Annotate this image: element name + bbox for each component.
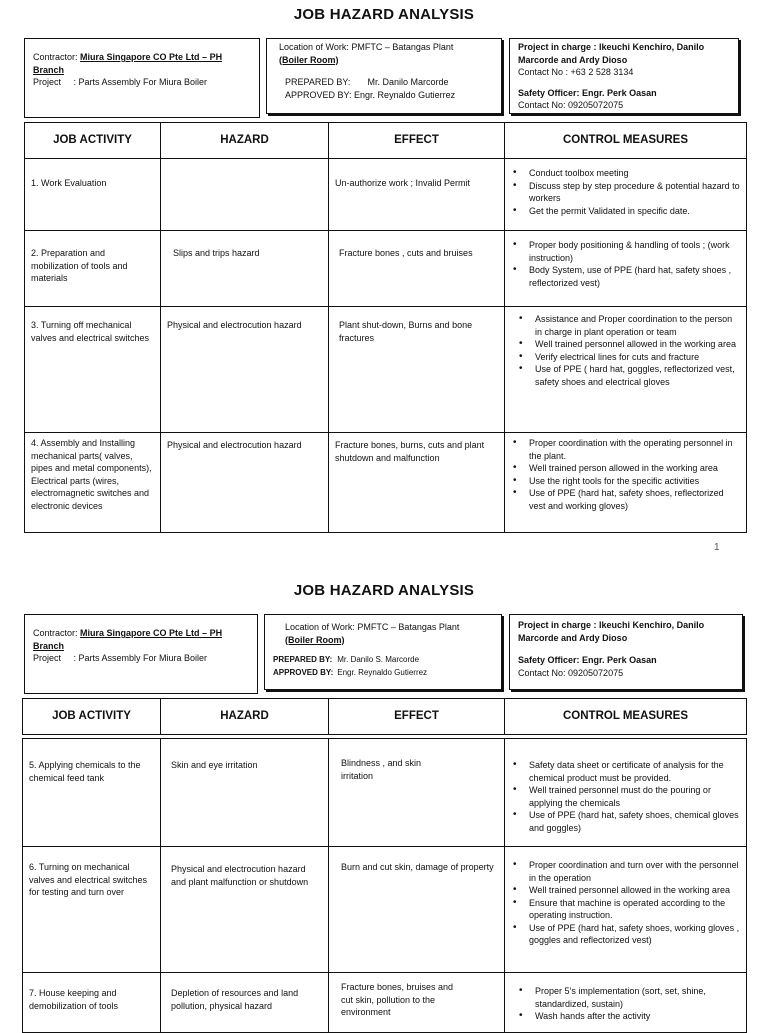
contractor-box <box>24 614 258 694</box>
header-hazard: HAZARD <box>161 123 329 159</box>
project-label: Project <box>33 653 62 663</box>
activity-cell: 4. Assembly and Installing mechanical parts( valves, pipes and metal components), Electrical parts (wires, electromagnetic switches and electronic devices <box>25 433 161 533</box>
control-item: • Well trained personnel must do the pouring or applying the chemicals <box>525 784 740 809</box>
prepared-label: PREPARED BY: <box>273 655 333 664</box>
hazard-cell: Physical and electrocution hazard <box>161 307 329 433</box>
approved-value: Engr. Reynaldo Gutierrez <box>337 667 428 677</box>
header-job-activity: JOB ACTIVITY <box>25 123 161 159</box>
safety-value: Engr. Perk Oasan <box>582 87 657 98</box>
control-item: • Discuss step by step procedure & potential hazard to workers <box>525 180 740 205</box>
activity-cell: 5. Applying chemicals to the chemical feed tank <box>23 739 161 847</box>
project-value: : Parts Assembly For Miura Boiler <box>73 77 208 87</box>
safety-contact: Contact No: 09205072075 <box>518 100 624 110</box>
incharge-value: Ikeuchi Kenchiro, Danilo Marcorde and Ardy Dioso <box>518 620 705 643</box>
effect-cell: Plant shut-down, Burns and bone fractures <box>329 307 505 433</box>
control-item: • Safety data sheet or certificate of analysis for the chemical product must be provided. <box>525 759 740 784</box>
control-item: • Use the right tools for the specific activities <box>525 475 740 488</box>
header-control-measures: CONTROL MEASURES <box>505 699 747 735</box>
location-box <box>264 614 502 690</box>
hazard-cell: Skin and eye irritation <box>161 739 329 847</box>
approved-label: APPROVED BY: <box>285 89 352 100</box>
control-item: • Well trained person allowed in the working area <box>525 462 740 475</box>
control-item: • Use of PPE (hard hat, safety shoes, reflectorized vest and working gloves) <box>525 487 740 512</box>
controls-cell <box>505 847 747 973</box>
prepared-value: Mr. Danilo S. Marcorde <box>337 655 420 664</box>
contact-value: +63 2 528 3134 <box>570 67 634 77</box>
location-value: PMFTC – Batangas Plant <box>357 622 460 632</box>
prepared-label: PREPARED BY: <box>285 77 351 87</box>
header-hazard: HAZARD <box>161 699 329 735</box>
page-title: JOB HAZARD ANALYSIS <box>293 6 475 23</box>
contractor-label: Contractor: <box>33 52 78 62</box>
hazard-cell: Depletion of resources and land pollution, physical hazard <box>161 973 329 1033</box>
location-sub: (Boiler Room) <box>279 54 339 65</box>
safety-contact: Contact No: 09205072075 <box>518 667 624 678</box>
prepared-line <box>273 654 493 667</box>
effect-cell: Fracture bones , cuts and bruises <box>329 231 505 307</box>
hazard-table-page-2 <box>22 698 747 1033</box>
page-number: 1 <box>714 542 720 553</box>
control-item: • Wash hands after the activity <box>531 1010 740 1023</box>
safety-label: Safety Officer: <box>518 87 580 98</box>
control-item: • Get the permit Validated in specific date. <box>525 205 740 218</box>
incharge-box <box>509 614 743 690</box>
contact-label: Contact No : <box>518 67 569 77</box>
location-label: Location of Work: <box>285 622 355 632</box>
control-item: • Verify electrical lines for cuts and fracture <box>531 351 740 364</box>
safety-label: Safety Officer: <box>518 655 580 665</box>
control-item: • Use of PPE (hard hat, safety shoes, working gloves , goggles and reflectorized vest) <box>525 922 740 947</box>
activity-cell: 3. Turning off mechanical valves and electrical switches <box>25 307 161 433</box>
effect-cell: Fracture bones, burns, cuts and plant shutdown and malfunction <box>329 433 505 533</box>
controls-list <box>511 859 740 947</box>
location-value: PMFTC – Batangas Plant <box>351 42 454 52</box>
approved-value: Engr. Reynaldo Gutierrez <box>354 89 456 100</box>
effect-cell: Un-authorize work ; Invalid Permit <box>329 159 505 231</box>
incharge-label: Project in charge : <box>518 620 597 630</box>
control-item: • Use of PPE (hard hat, safety shoes, chemical gloves and goggles) <box>525 809 740 834</box>
incharge-value: Ikeuchi Kenchiro, Danilo Marcorde and Ardy Dioso <box>518 42 705 65</box>
location-label: Location of Work: <box>279 42 349 52</box>
control-item: • Well trained personnel allowed in the working area <box>525 884 740 897</box>
control-item: • Ensure that machine is operated according to the operating instruction. <box>525 897 740 922</box>
control-item: • Assistance and Proper coordination to the person in charge in plant operation or team <box>531 313 740 338</box>
control-item: • Proper 5’s implementation (sort, set, shine, standardized, sustain) <box>531 985 740 1010</box>
header-job-activity: JOB ACTIVITY <box>23 699 161 735</box>
incharge-line <box>518 619 734 644</box>
controls-cell <box>505 739 747 847</box>
control-item: • Use of PPE ( hard hat, goggles, reflectorized vest, safety shoes and electrical gloves <box>531 363 740 388</box>
activity-cell: 7. House keeping and demobilization of tools <box>23 973 161 1033</box>
header-control-measures: CONTROL MEASURES <box>505 123 747 159</box>
hazard-cell: Physical and electrocution hazard <box>161 433 329 533</box>
approved-label: APPROVED BY: <box>273 667 334 677</box>
table-row <box>23 739 747 847</box>
contractor-line <box>33 627 249 652</box>
activity-cell: 2. Preparation and mobilization of tools and materials <box>25 231 161 307</box>
activity-cell: 1. Work Evaluation <box>25 159 161 231</box>
control-item: • Conduct toolbox meeting <box>525 167 740 180</box>
control-item: • Proper coordination with the operating personnel in the plant. <box>525 437 740 462</box>
control-item: • Proper coordination and turn over with the personnel in the operation <box>525 859 740 884</box>
effect-cell: Burn and cut skin, damage of property <box>329 847 505 973</box>
project-value: : Parts Assembly For Miura Boiler <box>73 653 208 663</box>
location-sub: (Boiler Room) <box>285 634 345 645</box>
incharge-label: Project in charge : <box>518 42 597 52</box>
safety-value: Engr. Perk Oasan <box>582 655 657 665</box>
hazard-cell: Slips and trips hazard <box>161 231 329 307</box>
controls-list <box>511 759 740 834</box>
page-title: JOB HAZARD ANALYSIS <box>293 582 475 599</box>
safety-line <box>518 654 734 667</box>
effect-cell: Fracture bones, bruises and cut skin, pollution to the environment <box>329 973 505 1033</box>
contractor-value: Miura Singapore CO Pte Ltd – PH Branch <box>33 628 223 651</box>
contractor-label: Contractor: <box>33 628 78 638</box>
project-label: Project <box>33 77 62 87</box>
location-line <box>273 621 493 634</box>
header-effect: EFFECT <box>329 123 505 159</box>
control-item: • Proper body positioning & handling of tools ; (work instruction) <box>525 239 740 264</box>
contractor-value: Miura Singapore CO Pte Ltd – PH Branch <box>33 52 223 75</box>
control-item: • Body System, use of PPE (hard hat, safety shoes , reflectorized vest) <box>525 264 740 289</box>
hazard-cell: Physical and electrocution hazard and plant malfunction or shutdown <box>161 847 329 973</box>
controls-list <box>511 985 740 1023</box>
activity-cell: 6. Turning on mechanical valves and electrical switches for testing and turn over <box>23 847 161 973</box>
control-item: • Well trained personnel allowed in the working area <box>531 338 740 351</box>
approved-line <box>273 667 493 680</box>
prepared-value: Mr. Danilo Marcorde <box>367 77 449 87</box>
effect-cell: Blindness , and skin irritation <box>329 739 505 847</box>
project-line <box>33 652 249 665</box>
table-header-row <box>23 699 747 735</box>
table-row <box>23 847 747 973</box>
header-effect: EFFECT <box>329 699 505 735</box>
